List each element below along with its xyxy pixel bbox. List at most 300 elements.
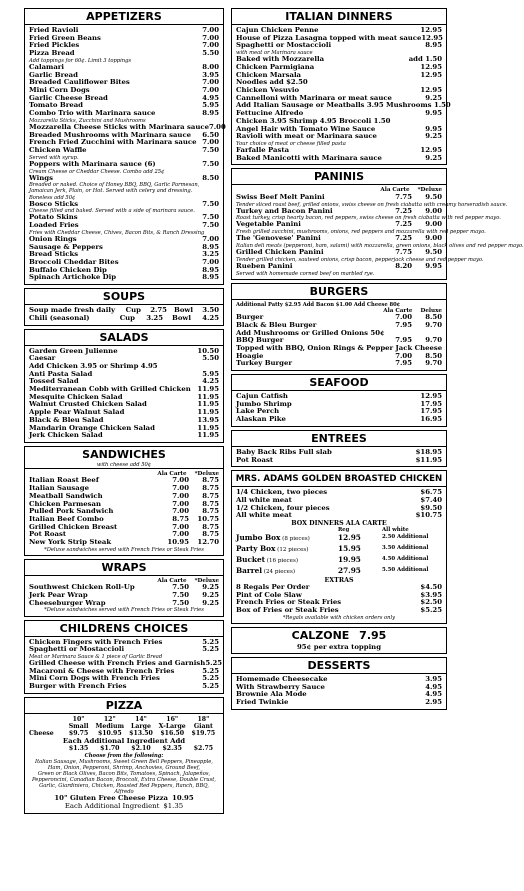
box-name: Party Box	[236, 544, 276, 554]
pizza-size: Small	[68, 723, 89, 731]
item-price: 12.95	[420, 26, 442, 34]
item-price: 11.95	[197, 431, 219, 440]
sandwiches-section	[24, 446, 224, 556]
menu-item	[236, 221, 442, 229]
item-name: Chicken Fingers with French Fries	[29, 637, 163, 646]
appetizers-section	[24, 8, 224, 285]
item-name: Chili (seasonal)	[29, 313, 90, 322]
item-name: Pulled Pork Sandwich	[29, 507, 114, 516]
item-name: Sausage & Peppers	[29, 242, 103, 251]
item-name: Fettucine Alfredo	[236, 109, 304, 118]
soup-cup-label: Cup	[125, 306, 141, 315]
item-note: Served with syrup.	[29, 154, 79, 161]
pizza-size: Giant	[193, 723, 213, 731]
pizza-gf-price: 10.95	[172, 794, 194, 803]
menu-item	[29, 201, 219, 209]
calzone-title: CALZONE	[291, 628, 350, 642]
item-price: 4.25	[202, 377, 219, 386]
box-col-white: All white	[382, 527, 409, 534]
appetizers-list	[29, 26, 226, 282]
item-price: 9.95	[425, 124, 442, 133]
soup-bowl-price: 3.50	[202, 306, 220, 315]
menu-item	[236, 235, 442, 243]
item-price-deluxe: 8.75	[202, 484, 219, 493]
pizza-inch: 18"	[197, 715, 210, 723]
item-price: 5.25	[202, 645, 219, 654]
item-price-alacarte: 7.00	[172, 476, 189, 485]
box-price-reg: 12.95	[338, 533, 361, 543]
box-dinner-row	[236, 566, 442, 577]
item-name: Wings	[29, 173, 53, 182]
item-price-deluxe: 12.70	[197, 538, 219, 547]
burgers-list	[236, 314, 442, 368]
item-price: $7.40	[420, 495, 442, 504]
box-col-reg: Reg	[338, 527, 350, 534]
item-price-deluxe: 9.25	[202, 583, 219, 592]
item-price: 7.00	[202, 41, 219, 50]
item-price-deluxe: 9.00	[425, 234, 442, 243]
item-price: $11.95	[415, 455, 442, 464]
sandwiches-col-b: *Deluxe	[194, 471, 219, 478]
item-price: 11.95	[197, 385, 219, 394]
item-price: 8.95	[202, 265, 219, 274]
pizza-title: PIZZA	[25, 700, 223, 714]
item-price: $5.25	[420, 606, 442, 615]
item-price: 9.25	[425, 153, 442, 162]
item-price-deluxe: 9.70	[425, 336, 442, 345]
item-name: Jerk Chicken Salad	[29, 431, 103, 440]
item-description: Italian deli meats (pepperoni, ham, salami) with mozzarella, green onions, black olives and red pepper mayo.	[236, 242, 524, 249]
item-description: Tender grilled chicken, sauteed onions, crisp bacon, pepperjack cheese and red pepper mayo.	[236, 256, 484, 263]
item-price: 17.95	[420, 399, 442, 408]
item-name: Alaskan Pike	[236, 415, 286, 424]
extras-list	[236, 584, 442, 615]
entrees-list	[236, 449, 442, 464]
soup-cup-price: 3.25	[146, 313, 163, 322]
item-note: Add toppings for 60¢. Limit 3 toppings	[29, 57, 132, 64]
item-price: 17.95	[420, 407, 442, 416]
burgers-col-b: Deluxe	[420, 307, 442, 314]
item-note: Cheese filled and baked. Served with a side of marinara sauce.	[29, 208, 195, 215]
item-price-alacarte: 7.00	[172, 522, 189, 531]
soups-title: SOUPS	[25, 291, 223, 305]
item-name: Baby Back Ribs Full slab	[236, 447, 332, 456]
item-name: Combo Trio with Marinara sauce	[29, 109, 156, 118]
pizza-choose: Choose from the following:	[84, 752, 164, 759]
salads-section	[24, 329, 224, 443]
extras-title: EXTRAS	[324, 577, 354, 585]
item-price: 7.00	[202, 26, 219, 34]
soup-bowl-label: Bowl	[174, 306, 193, 315]
item-price: $3.95	[420, 590, 442, 599]
box-name: Bucket	[236, 555, 265, 565]
item-name: Homemade Cheesecake	[236, 674, 328, 683]
broasted-title: MRS. ADAMS GOLDEN BROASTED CHICKEN	[232, 473, 446, 487]
wraps-title: WRAPS	[25, 562, 223, 576]
item-price: 7.50	[202, 213, 219, 222]
item-name: Onion Rings	[29, 234, 77, 243]
menu-item	[29, 50, 219, 58]
pizza-ingredients-line: Italian Sausage, Mushrooms, Sweet Green Bell Peppers, Pineapple,	[35, 758, 213, 765]
item-name: Italian Beef Combo	[29, 514, 104, 523]
item-name: Cajun Chicken Penne	[236, 26, 319, 34]
menu-item	[236, 194, 442, 202]
item-name: Hoagie	[236, 351, 264, 360]
box-dinner-row	[236, 544, 442, 555]
childrens-list	[29, 637, 223, 691]
item-price-alacarte: 7.00	[172, 507, 189, 516]
italian-section	[231, 8, 451, 165]
menu-item	[236, 42, 442, 50]
item-price: 9.95	[425, 109, 442, 118]
burgers-title: BURGERS	[232, 286, 446, 300]
item-note: Meat or Marinara Sauce & 1 piece of Garlic Bread	[29, 653, 163, 660]
item-name: Bread Sticks	[29, 250, 79, 259]
item-price-deluxe: 8.75	[202, 476, 219, 485]
menu-item	[29, 274, 219, 282]
item-price: 12.95	[420, 62, 442, 71]
item-price-deluxe: 9.00	[425, 206, 442, 215]
paninis-section	[231, 168, 524, 279]
salads-list	[29, 348, 219, 440]
item-price: 5.25	[202, 674, 219, 683]
item-name: Chicken Parmesan	[29, 499, 101, 508]
item-name: Baked Manicotti with Marinara sauce	[236, 153, 382, 162]
item-price: $6.75	[420, 488, 442, 497]
item-price: 5.25	[202, 682, 219, 691]
item-name: Breaded Mushrooms with Marinara sauce	[29, 130, 192, 139]
item-name: Buffalo Chicken Dip	[29, 265, 107, 274]
item-note: Boneless add 50¢	[29, 194, 76, 201]
menu-item	[29, 348, 219, 356]
item-price-alacarte: 7.00	[395, 313, 412, 322]
box-dinner-name	[236, 544, 338, 555]
item-name: Brownie Ala Mode	[236, 690, 307, 699]
item-price-alacarte: 8.75	[172, 514, 189, 523]
item-price-alacarte: 7.95	[395, 320, 412, 329]
item-price: 10.50	[197, 346, 219, 355]
item-name: Swiss Beef Melt Panini	[236, 192, 325, 201]
menu-item	[236, 360, 442, 368]
item-name: Angel Hair with Tomato Wine Sauce	[236, 124, 376, 133]
item-name: All white meat	[236, 495, 292, 504]
item-price: 7.50	[202, 159, 219, 168]
item-name: Garlic Cheese Bread	[29, 93, 108, 102]
item-price: $4.50	[420, 583, 442, 592]
item-name: Mini Corn Dogs	[29, 86, 90, 95]
item-name: Caesar	[29, 354, 56, 363]
box-name: Barrel	[236, 566, 262, 576]
item-price-alacarte: 7.50	[172, 598, 189, 607]
item-price: 8.95	[202, 242, 219, 251]
item-price: 8.00	[202, 62, 219, 71]
pizza-ingredients-line: Pepperoncini, Canadian Bacon, Broccoli, Extra Cheese, Double Crust,	[32, 777, 216, 783]
pizza-each-price: $1.70	[100, 745, 120, 753]
paninis-title: PANINIS	[232, 171, 446, 185]
item-name: Pint of Cole Slaw	[236, 590, 302, 599]
pizza-sizes-grid	[29, 716, 219, 738]
item-name: French Fried Zucchini with Marinara sauce	[29, 138, 197, 147]
item-price: 8.50	[202, 173, 219, 182]
pizza-cheese-label: Cheese	[29, 730, 54, 738]
menu-item	[29, 147, 219, 155]
item-price: 7.00	[202, 258, 219, 267]
item-price-alacarte: 7.75	[395, 248, 412, 257]
pizza-gf-each-label: Each Additional Ingredient	[64, 801, 160, 810]
item-price: 16.95	[420, 415, 442, 424]
pizza-each-price: $2.10	[131, 745, 151, 753]
item-name: Add Chicken 3.95 or Shrimp 4.95	[29, 361, 158, 370]
item-name: Pizza Bread	[29, 49, 75, 58]
item-price-deluxe: 8.50	[425, 351, 442, 360]
pizza-size: Large	[131, 723, 151, 731]
item-price-deluxe: 8.75	[202, 530, 219, 539]
box-price-reg: 27.95	[338, 566, 361, 576]
item-price-deluxe: 9.50	[425, 192, 442, 201]
item-price-deluxe: 9.50	[425, 248, 442, 257]
item-name: Black & Bleu Burger	[236, 320, 317, 329]
item-price-alacarte: 7.50	[172, 591, 189, 599]
item-price: 12.95	[420, 392, 442, 401]
paninis-list	[236, 192, 524, 277]
item-note: Your choice of meat or cheese filled pasta	[236, 140, 346, 147]
menu-item	[236, 699, 442, 707]
item-price-alacarte: 7.00	[172, 484, 189, 493]
item-price-deluxe: 8.75	[202, 522, 219, 531]
item-note: Cream Cheese or Cheddar Cheese. Combo add 25¢	[29, 168, 165, 175]
menu-item	[29, 646, 219, 654]
menu-item	[236, 416, 442, 424]
soup-row	[29, 315, 219, 323]
item-price: $9.50	[420, 503, 442, 512]
item-note: Fries with Cheddar Cheese, Chives, Bacon Bits, & Ranch Dressing	[29, 229, 205, 236]
item-name: Cheeseburger Wrap	[29, 598, 106, 607]
item-price: 7.00	[202, 78, 219, 87]
item-price-alacarte: 7.25	[395, 220, 412, 229]
item-price-alacarte: 7.25	[395, 234, 412, 243]
item-price-deluxe: 9.25	[202, 598, 219, 607]
item-price: 5.25	[202, 666, 219, 675]
pizza-grid-spacer	[29, 716, 63, 723]
item-price: 7.00	[202, 138, 219, 147]
item-name: Spaghetti or Mostaccioli	[236, 41, 332, 50]
item-price: 8.95	[202, 273, 219, 282]
item-price: 12.95	[421, 33, 443, 42]
item-name: Italian Roast Beef	[29, 476, 99, 485]
box-price-white: 2.50 Additional	[382, 534, 429, 541]
item-price-alacarte: 7.95	[395, 336, 412, 345]
pizza-ingredients-line: Green or Black Olives, Bacon Bits, Tomatoes, Spinach, Jalapeños,	[37, 770, 211, 777]
right-column	[231, 8, 524, 713]
item-price: 12.95	[420, 86, 442, 95]
soup-bowl-price: 4.25	[202, 313, 219, 322]
pizza-inch: 14"	[135, 715, 147, 723]
item-name: House of Pizza Lasagna topped with meat sauce	[236, 33, 422, 42]
box-dinner-name	[236, 555, 338, 566]
item-price-alacarte: 7.25	[395, 206, 412, 215]
wraps-footnote: *Deluxe sandwiches served with French Fries or Steak Fries	[44, 607, 204, 614]
item-price: 7.00	[202, 234, 219, 243]
box-dinner-row	[236, 555, 442, 566]
menu-item	[29, 222, 219, 230]
box-pieces: (12 pieces)	[275, 547, 309, 554]
item-name: Spinach Artichoke Dip	[29, 273, 117, 282]
item-name: Pot Roast	[29, 530, 67, 539]
item-note: Jamaican Jerk, Plain, or Hot. Served with celery and dressing.	[29, 188, 193, 195]
item-name: Chicken Waffle	[29, 146, 87, 155]
pizza-each-price: $2.75	[193, 745, 214, 753]
item-name: Italian Sausage	[29, 484, 89, 493]
item-note: with meat or Marinara sauce	[236, 50, 313, 57]
item-price: 4.95	[202, 93, 219, 102]
box-dinner-name	[236, 566, 338, 577]
broasted-section	[231, 470, 447, 624]
childrens-title: CHILDRENS CHOICES	[25, 623, 223, 637]
item-name: Fried Twinkie	[236, 698, 289, 707]
soups-list	[29, 307, 219, 322]
item-price: 5.50	[202, 354, 219, 363]
item-name: Box of Fries or Steak Fries	[236, 606, 339, 615]
menu-item	[29, 161, 219, 169]
soup-cup-label: Cup	[119, 313, 135, 322]
item-price-deluxe: 10.75	[197, 514, 219, 523]
item-description: Roast turkey, crisp hearty bacon, red peppers, swiss cheese on fresh ciabatta with red pepper mayo.	[236, 215, 501, 222]
item-description: Served with homemade corned beef on marbled rye.	[236, 270, 375, 277]
item-name: Baked with Mozzarella	[236, 55, 325, 64]
item-price: 7.50	[202, 146, 219, 155]
wraps-col-b: *Deluxe	[194, 577, 219, 584]
pizza-cheese-price: $19.75	[191, 730, 216, 738]
item-name: Bosco Sticks	[29, 199, 79, 208]
item-name: Garden Green Julienne	[29, 346, 118, 355]
item-price: 2.95	[425, 698, 442, 707]
box-price-white: 5.50 Additional	[382, 567, 429, 574]
item-name: Anti Pasta Salad	[29, 369, 93, 378]
item-name: Fried Green Beans	[29, 33, 101, 42]
item-price: 12.95	[420, 146, 442, 155]
box-price-white: 4.50 Additional	[382, 556, 429, 563]
item-name: Mediterranean Cobb with Grilled Chicken	[29, 385, 191, 394]
pizza-inch: 10"	[72, 715, 85, 723]
item-name: Fried Pickles	[29, 41, 80, 50]
item-name: Mini Corn Dogs with French Fries	[29, 674, 160, 683]
item-name: Grilled Chicken Breast	[29, 522, 118, 531]
paninis-col-b: *Deluxe	[417, 187, 442, 194]
menu-item	[29, 600, 219, 608]
pizza-cheese-price: $10.95	[97, 730, 122, 738]
box-dinners-list	[236, 533, 442, 577]
item-name: 1/4 Chicken, two pieces	[236, 488, 328, 497]
box-dinner-name	[236, 533, 338, 544]
item-price: 11.95	[197, 400, 219, 409]
item-name: All white meat	[236, 511, 292, 520]
item-name: Black & Bleu Salad	[29, 415, 104, 424]
item-name: Calamari	[29, 62, 65, 71]
item-note: Mozzarella Sticks, Zucchini and Mushrooms	[29, 117, 146, 124]
item-name: Broccoli Cheddar Bites	[29, 258, 119, 267]
box-pieces: (16 pieces)	[265, 558, 299, 565]
item-price-deluxe: 8.75	[202, 507, 219, 516]
item-price: 8.95	[202, 109, 219, 118]
item-price: 9.25	[425, 93, 442, 102]
desserts-title: DESSERTS	[232, 660, 446, 674]
item-name: Add Italian Sausage or Meatballs 3.95 Mushrooms 1.50	[236, 101, 451, 110]
pizza-gf-label: 10" Gluten Free Cheese Pizza	[54, 794, 169, 803]
pizza-size: Medium	[95, 723, 125, 731]
item-name: Macaroni & Cheese with French Fries	[29, 666, 175, 675]
item-price-alacarte: 7.00	[395, 351, 412, 360]
menu-item	[236, 208, 442, 216]
item-price-deluxe: 9.95	[425, 261, 442, 270]
extras-note: *Regals available with chicken orders only	[282, 614, 396, 621]
item-name: Lake Perch	[236, 407, 280, 416]
sandwiches-list	[29, 477, 219, 546]
item-price: $2.50	[420, 598, 442, 607]
item-price: 7.00	[202, 86, 219, 95]
item-name: French Fries or Steak Fries	[236, 598, 342, 607]
pizza-cheese-price: $16.50	[160, 730, 185, 738]
item-price: 5.25	[202, 637, 219, 646]
burgers-col-a: Ala Carte	[383, 307, 413, 314]
item-name: Topped with BBQ, Onion Rings & Pepper Jack Cheese	[236, 343, 443, 352]
item-name: Mandarin Orange Chicken Salad	[29, 423, 155, 432]
item-name: Garlic Bread	[29, 70, 78, 79]
desserts-section	[231, 657, 447, 710]
seafood-list	[236, 393, 442, 424]
item-name: Southwest Chicken Roll-Up	[29, 583, 135, 592]
soups-section	[24, 288, 224, 325]
box-price-reg: 19.95	[338, 555, 361, 565]
menu-item	[236, 133, 442, 141]
item-description: Tender sliced roast beef, grilled onions, swiss cheese on fresh ciabatta with creamy horseradish sauce.	[236, 201, 508, 208]
item-name: 8 Regals Per Order	[236, 583, 310, 592]
burgers-section	[231, 283, 447, 371]
left-column	[24, 8, 224, 817]
item-name: Tomato Bread	[29, 101, 83, 110]
item-price: 7.00	[208, 122, 226, 131]
desserts-list	[236, 676, 442, 707]
item-price-alacarte: 7.75	[395, 192, 412, 201]
pizza-grid-spacer	[29, 745, 63, 752]
item-price: $10.75	[415, 511, 442, 520]
item-price-alacarte: 8.20	[395, 261, 412, 270]
item-name: Cannelloni with Marinara or meat sauce	[236, 93, 392, 102]
sandwiches-col-a: Ala Carte	[157, 471, 187, 478]
item-price: add 1.50	[408, 55, 442, 64]
pizza-each-label: Each Additional Ingredient Add	[62, 737, 186, 746]
item-name: Noodles add $2.50	[236, 78, 308, 87]
item-name: Potato Skins	[29, 213, 78, 222]
pizza-each-price: $2.35	[162, 745, 182, 753]
sandwiches-footnote: *Deluxe sandwiches served with French Fries or Steak Fries	[44, 546, 204, 553]
pizza-gf-each	[29, 803, 219, 811]
item-price: 5.95	[202, 101, 219, 110]
item-price-deluxe: 8.75	[202, 491, 219, 500]
item-price: 4.95	[425, 690, 442, 699]
pizza-each-price: $1.35	[68, 745, 89, 753]
item-name: Chicken Parmigiana	[236, 62, 315, 71]
item-price: 11.95	[197, 423, 219, 432]
item-price: 8.95	[425, 41, 442, 50]
item-name: Vegetable Panini	[236, 220, 301, 229]
item-name: Turkey and Bacon Panini	[236, 206, 333, 215]
sandwiches-title: SANDWICHES	[82, 447, 166, 461]
item-name: Chicken Vesuvio	[236, 86, 300, 95]
box-price-white: 3.50 Additional	[382, 545, 429, 552]
pizza-gf-each-price: $1.35	[163, 801, 184, 810]
item-name: Turkey Burger	[236, 359, 292, 368]
wraps-list	[29, 584, 219, 607]
